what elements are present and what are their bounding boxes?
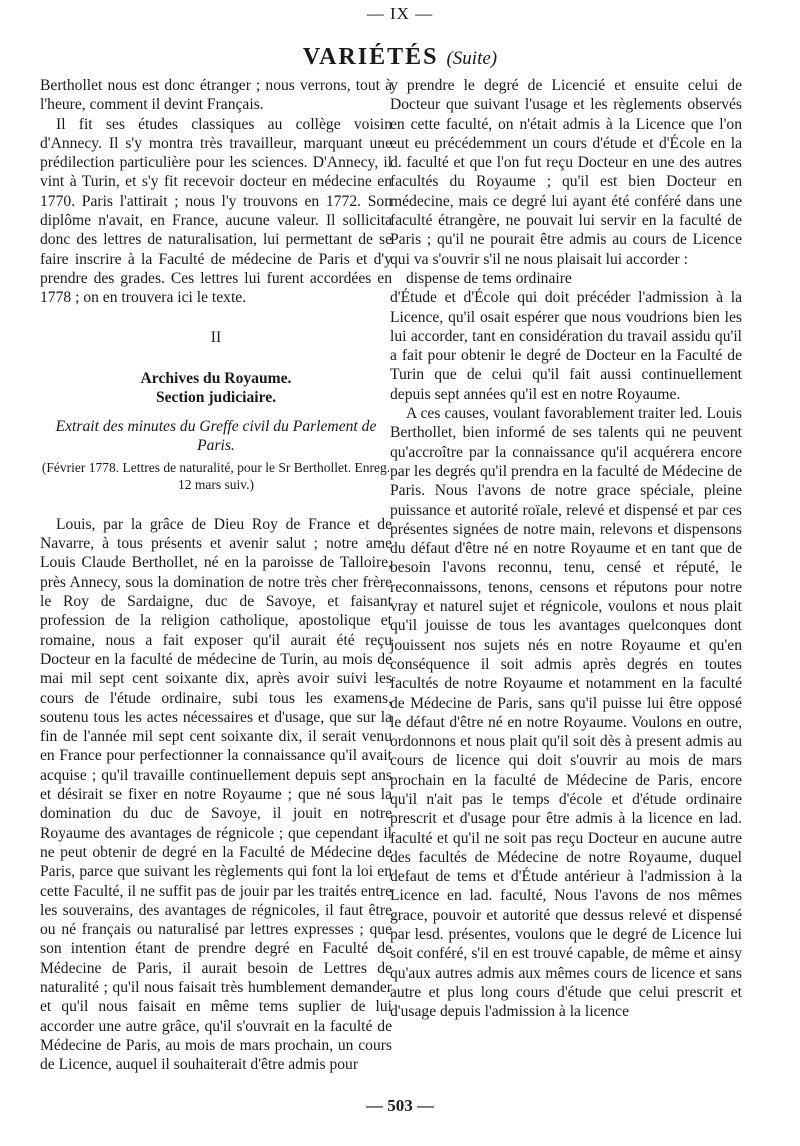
paragraph: d'Étude et d'École qui doit précéder l'admission à la Licence, qu'il osait espérer que nous voudrions bien les lui accorder, tant en considération du travail assidu qu'il a fait pour obtenir le degré de Docteur en la Faculté de Turin que de celui qu'il fait aussi continuellement depuis sept années qu'il est en notre Royaume. <box>390 289 742 403</box>
folio-roman: — IX — <box>366 4 434 23</box>
paragraph: dispense de tems ordinaire <box>406 269 572 287</box>
paragraph: Il fit ses études classiques au collège voisin d'Annecy. Il s'y montra très travailleur, marquant une prédilection particulière pour les sciences. D'Annecy, il vint à Turin, et s'y fit recevoir docteur en médecine en 1770. Paris l'attirait ; nous l'y trouvons en 1772. Son diplôme n'avait, en France, aucune valeur. Il sollicita donc des lettres de naturalisation, lui permettant de se faire inscrire à la Faculté de médecine de Paris et d'y prendre des grades. Ces lettres lui furent accordées en 1778 ; on en trouvera ici le texte. <box>40 115 392 307</box>
paragraph: Berthollet nous est donc étranger ; nous verrons, tout à l'heure, comment il devint Français. <box>40 77 392 114</box>
title-text: VARIÉTÉS <box>302 44 439 70</box>
paragraph: A ces causes, voulant favorablement traiter led. Louis Berthollet, bien informé de ses talents qui ne peuvent qu'accroître par la connaissance qu'il acquérera encore par les degrés qu'il prendra en la faculté de Médecine de Paris. Nous l'avons de notre grace spéciale, pleine puissance et autorité roïale, relevé et dispensé et par ces présentes signées de notre main, relevons et dispensons du défaut d'être né en notre Royaume et en tant que de besoin l'avons reconnu, tenu, censé et réputé, le reconnaissons, tenons, censons et réputons pour notre vray et naturel sujet et régnicole, voulons et nous plait qu'il jouisse de tous les avantages quelconques dont jouissent nos sujets nés en notre Royaume et qu'en conséquence il soit admis après degrés en toutes facultés de notre Royaume et notamment en la faculté de Médecine de Paris, sans qu'il puisse lui être opposé le défaut d'être né en notre Royaume. Voulons en outre, ordonnons et nous plait qu'il soit dès à present admis au cours de licence qui doit s'ouvrir au mois de mars prochain en la faculté de Médecine de Paris, encore qu'il n'ait pas le temps d'école et d'étude ordinaire prescrit et d'usage pour être admis à la licence en lad. faculté et qu'il ne soit pas reçu Docteur en aucune autre des facultés de Médecine de notre Royaume, duquel defaut de tems et d'Étude antérieur à l'admission à la Licence en lad. faculté, Nous l'avons de nos mêmes grace, pouvoir et autorité que dessus relevé et dispensé par lesd. présentes, voulons que le degré de Licence lui soit conféré, s'il en est trouvé capable, de même et ainsy qu'aux autres admis aux mêmes cours de licence et sans autre et plus long cours d'étude que celui prescrit et d'usage depuis l'admission à la licence <box>390 405 742 1021</box>
section-number: II <box>210 328 222 346</box>
page-title <box>0 44 800 71</box>
section-heading: Archives du Royaume. <box>140 369 292 387</box>
page-number: — 503 — <box>366 1096 434 1115</box>
paragraph: Louis, par la grâce de Dieu Roy de France et de Navarre, à tous présents et avenir salut ; notre ame Louis Claude Berthollet, né en la paroisse de Talloire, près Annecy, sous la domination de notre très cher frère le Roy de Sardaigne, duc de Savoye, et faisant profession de la religion catholique, apostolique et romaine, nous a fait exposer qu'il aurait été reçu Docteur en la faculté de médecine de Turin, au mois de mai mil sept cent soixante dix, après avoir suivi les cours de l'étude ordinaire, subi tous les examens, soutenu tous les actes nécessaires et d'usage, que sur la fin de l'année mil sept cent soixante dix, il serait venu en France pour perfectionner la connaissance qu'il avait acquise ; qu'il travaille continuellement depuis sept ans et désirait se fixer en notre Royaume ; que né sous la domination du duc de Savoye, il jouit en notre Royaume des avantages de régnicole ; que cependant il ne peut obtenir de degré en la Faculté de Médecine de Paris, parce que suivant les règlements qui font la loi en cette Faculté, il ne suffit pas de jouir par les traités entre les souverains, des avantages de régnicoles, il faut être ou né français ou naturalisé par lettres expresses ; que son intention étant de prendre degré en Faculté de Médecine de Paris, il aurait besoin de Lettres de naturalité ; qu'il nous faisait très humblement demander et qu'il nous faisait en même tems suplier de lui accorder une autre grâce, qu'il s'ouvrait en la faculté de Médecine de Paris, au mois de mars prochain, un cours de Licence, auquel il souhaiterait d'être admis pour <box>40 515 392 1074</box>
section-subheading: Section judiciaire. <box>155 388 277 406</box>
extract-title: Extrait des minutes du Greffe civil du Parlement de Paris. <box>55 417 377 454</box>
date-note: (Février 1778. Lettres de naturalité, pour le Sr Berthollet. Enreg. 12 mars suiv.) <box>41 459 391 492</box>
title-suffix: (Suite) <box>446 48 498 69</box>
left-column <box>40 76 392 1074</box>
right-column <box>390 76 742 1022</box>
paragraph: y prendre le degré de Licencié et ensuite celui de Docteur que suivant l'usage et les règlements observés en cette faculté, on n'était admis à la Licence que l'on eut eu précédemment un cours d'étude et d'École en la d. faculté et que l'on fut reçu Docteur en une des autres facultés du Royaume ; qu'il est bien Docteur en médecine, mais ce degré lui ayant été conféré dans une faculté étrangère, ne pouvait lui servir en la faculté de Paris ; qu'il ne pourait être admis au cours de Licence qui va s'ouvrir s'il ne nous plaisait lui accorder : <box>390 77 742 268</box>
